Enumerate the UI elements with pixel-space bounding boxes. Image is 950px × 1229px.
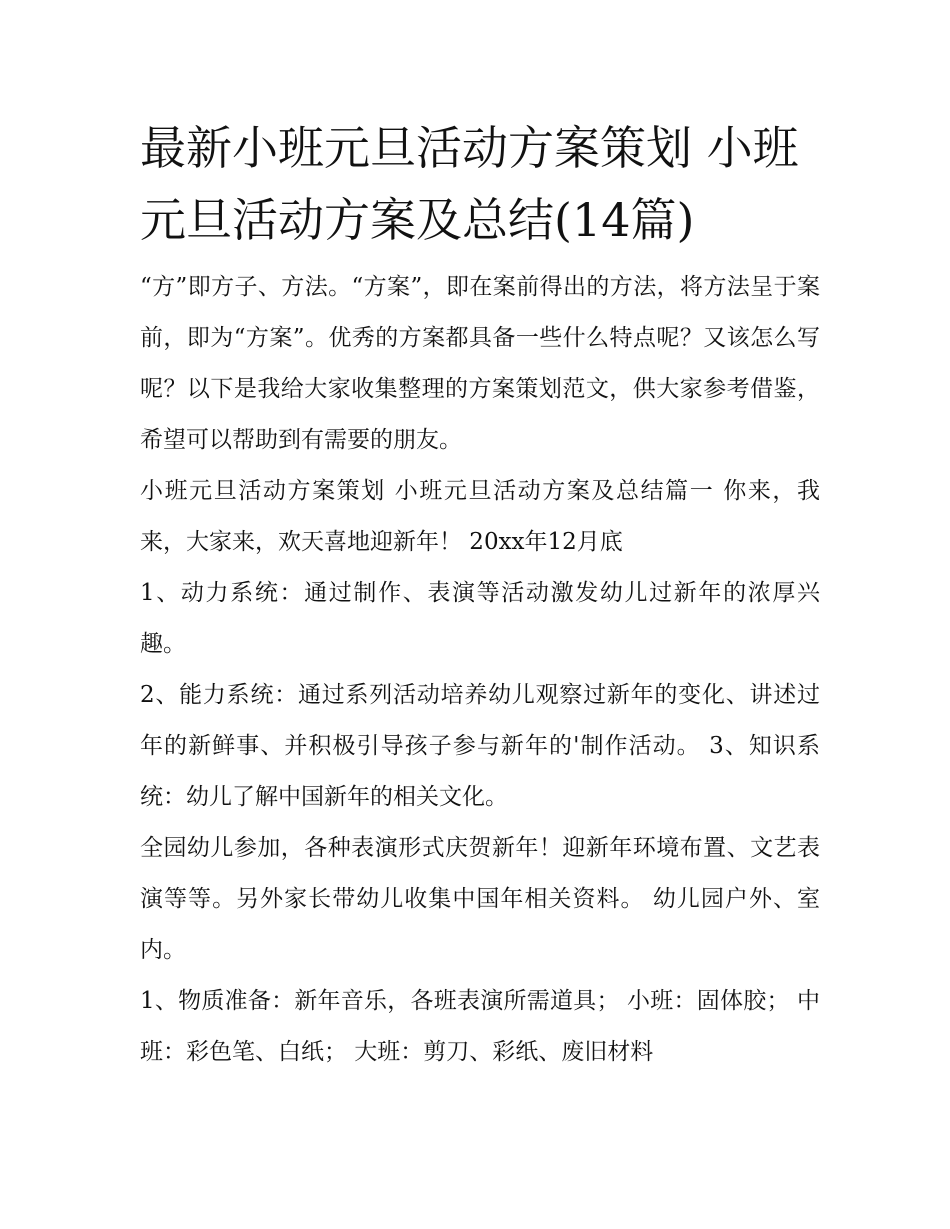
paragraph-ability-system: 2、能力系统：通过系列活动培养幼儿观察过新年的变化、讲述过年的新鲜事、并积极引导孩子参与新年的'制作活动。 3、知识系统：幼儿了解中国新年的相关文化。 — [140, 682, 820, 810]
paragraph-motivation-system: 1、动力系统：通过制作、表演等活动激发幼儿过新年的浓厚兴趣。 — [140, 580, 820, 657]
paragraph-participants: 全园幼儿参加，各种表演形式庆贺新年！迎新年环境布置、文艺表演等等。另外家长带幼儿收集中国年相关资料。 幼儿园户外、室内。 — [140, 835, 820, 963]
document-page — [140, 112, 820, 1078]
paragraph-section-one: 小班元旦活动方案策划 小班元旦活动方案及总结篇一 你来，我来，大家来，欢天喜地迎新年！ 20xx年12月底 — [140, 478, 820, 555]
document-title: 最新小班元旦活动方案策划 小班元旦活动方案及总结(14篇) — [140, 121, 799, 247]
paragraph-intro: “方”即方子、方法。“方案”，即在案前得出的方法，将方法呈于案前，即为“方案”。优秀的方案都具备一些什么特点呢？又该怎么写呢？以下是我给大家收集整理的方案策划范文，供大家参考借鉴，希望可以帮助到有需要的朋友。 — [140, 274, 820, 453]
paragraph-materials: 1、物质准备：新年音乐，各班表演所需道具； 小班：固体胶； 中班：彩色笔、白纸； 大班：剪刀、彩纸、废旧材料 — [140, 988, 820, 1065]
